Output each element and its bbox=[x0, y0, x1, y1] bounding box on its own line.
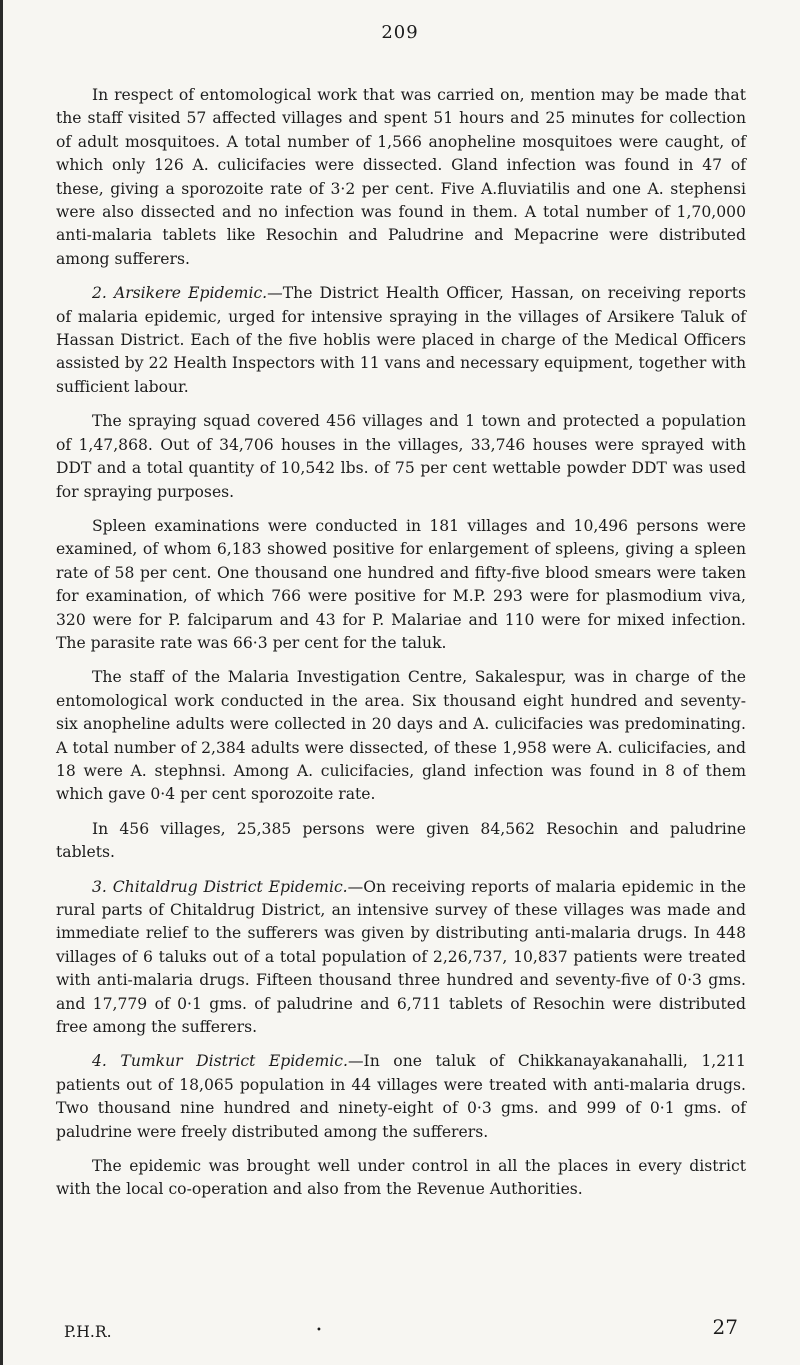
paragraph-arsikere-epidemic bbox=[56, 282, 746, 399]
paragraph-malaria-investigation-centre: The staff of the Malaria Investigation Centre, Sakalespur, was in charge of the entomological work conducted in the area. Six thousand eight hundred and seventy-six anopheline adults were collected in 20 days and A. culicifacies was predominating. A total number of 2,384 adults were dissected, of these 1,958 were A. culicifacies, and 18 were A. stephnsi. Among A. culicifacies, gland infection was found in 8 of them which gave 0·4 per cent sporozoite rate. bbox=[56, 668, 746, 804]
footer-mark: • bbox=[316, 1325, 322, 1336]
paragraph-chitaldrug-body: —On receiving reports of malaria epidemic in the rural parts of Chitaldrug District, an intensive survey of these villages was made and immediate relief to the sufferers was given by distributing anti-malaria drugs. In 448 villages of 6 taluks out of a total population of 2,26,737, 10,837 patients were treated with anti-malaria drugs. Fifteen thousand three hundred and seventy-five of 0·3 gms. and 17,779 of 0·1 gms. of paludrine and 6,711 tablets of Resochin were distributed free among the sufferers. bbox=[56, 877, 746, 1037]
paragraph-spraying-squad: The spraying squad covered 456 villages and 1 town and protected a population of 1,47,868. Out of 34,706 houses in the villages, 33,746 houses were sprayed with DDT and a total quantity of 10,542 lbs. of 75 per cent wettable powder DDT was used for spraying purposes. bbox=[56, 412, 746, 501]
paragraph-tablets-distributed: In 456 villages, 25,385 persons were given 84,562 Resochin and paludrine tablets. bbox=[56, 819, 746, 862]
document-body bbox=[56, 84, 746, 1213]
paragraph-entomological-work: In respect of entomological work that was carried on, mention may be made that the staff visited 57 affected villages and spent 51 hours and 25 minutes for collection of adult mosquitoes. A total number of 1,566 anopheline mosquitoes were caught, of which only 126 A. culicifacies were dissected. Gland infection was found in 47 of these, giving a sporozoite rate of 3·2 per cent. Five A.fluviatilis and one A. stephensi were also dissected and no infection was found in them. A total number of 1,70,000 anti-malaria tablets like Resochin and Paludrine and Mepacrine were distributed among sufferers. bbox=[56, 86, 746, 268]
paragraph-tumkur-epidemic bbox=[56, 1050, 746, 1144]
paragraph-arsikere-body: —The District Health Officer, Hassan, on receiving reports of malaria epidemic, urged for intensive spraying in the villages of Arsikere Taluk of Hassan District. Each of the five hoblis were placed in charge of the Medical Officers assisted by 22 Health Inspectors with 11 vans and necessary equipment, together with sufficient labour. bbox=[56, 284, 747, 396]
section-heading-tumkur: 4. Tumkur District Epidemic. bbox=[92, 1052, 348, 1071]
paragraph-tumkur-body: —In one taluk of Chikkanayakanahalli, 1,211 patients out of 18,065 population in 44 villages were treated with anti-malaria drugs. Two thousand nine hundred and ninety-eight of 0·3 gms. and 999 of 0·1 gms. of paludrine were freely distributed among the sufferers. bbox=[56, 1052, 746, 1141]
page-edge-line bbox=[0, 0, 3, 1365]
paragraph-spleen-examinations: Spleen examinations were conducted in 181 villages and 10,496 persons were examined, of whom 6,183 showed positive for enlargement of spleens, giving a spleen rate of 58 per cent. One thousand one hundred and fifty-five blood smears were taken for examination, of which 766 were positive for M.P. 293 were for plasmodium viva, 320 were for P. falciparum and 43 for P. Malariae and 110 were for mixed infection. The parasite rate was 66·3 per cent for the taluk. bbox=[56, 516, 746, 652]
section-heading-arsikere: 2. Arsikere Epidemic. bbox=[92, 284, 268, 303]
page-footer bbox=[56, 1315, 746, 1347]
paragraph-epidemic-controlled: The epidemic was brought well under control in all the places in every district with the local co-operation and also from the Revenue Authorities. bbox=[56, 1157, 746, 1199]
page-number: 209 bbox=[381, 22, 419, 43]
footer-sheet-number: 27 bbox=[712, 1315, 738, 1339]
footer-code: P.H.R. bbox=[64, 1323, 112, 1341]
paragraph-chitaldrug-epidemic bbox=[56, 876, 746, 1040]
section-heading-chitaldrug: 3. Chitaldrug District Epidemic. bbox=[92, 877, 348, 896]
